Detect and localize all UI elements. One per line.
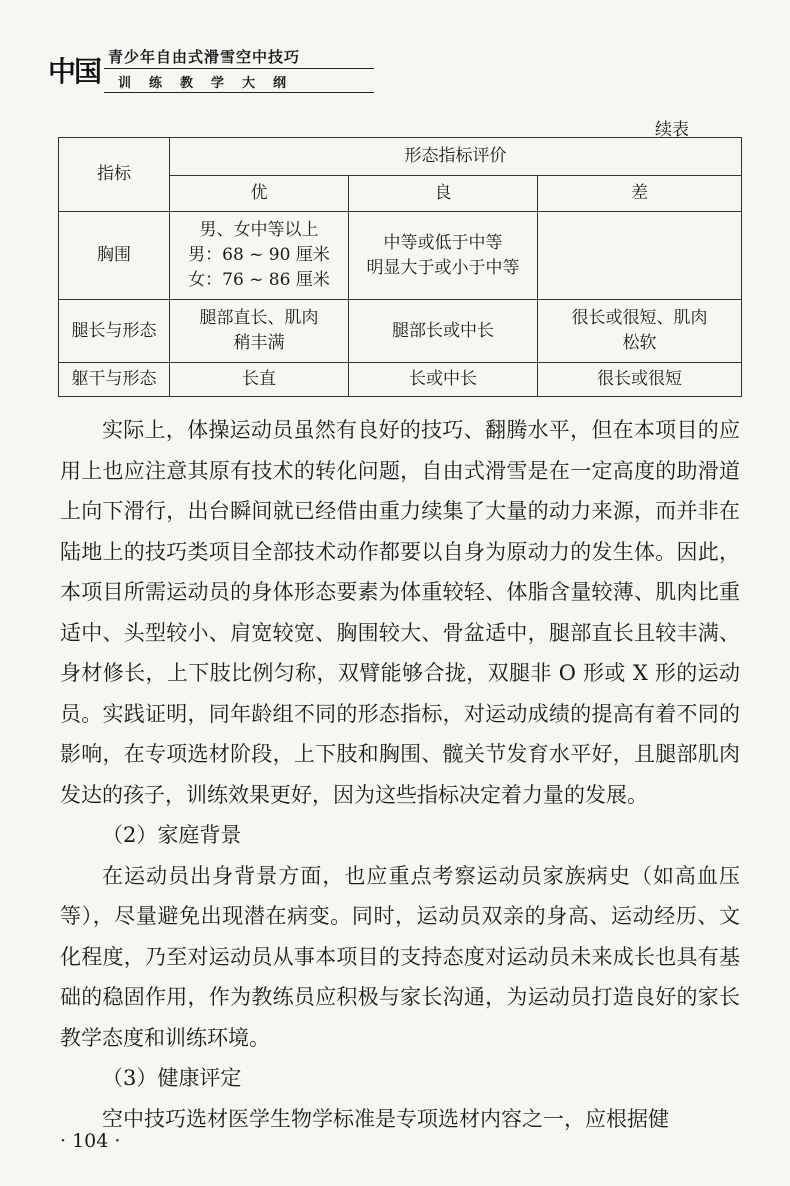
table-row bbox=[59, 363, 742, 397]
series-logo: 中国 bbox=[48, 55, 101, 88]
paragraph: 空中技巧选材医学生物学标准是专项选材内容之一，应根据健 bbox=[102, 1106, 669, 1131]
cell-good: 长直 bbox=[170, 363, 349, 397]
table-continued-label: 续表 bbox=[655, 120, 689, 140]
col-header-good: 优 bbox=[170, 176, 349, 212]
row-index: 腿长与形态 bbox=[59, 300, 170, 363]
cell-fair: 中等或低于中等 明显大于或小于中等 bbox=[349, 212, 538, 300]
cell-poor bbox=[538, 212, 742, 300]
cell-fair: 腿部长或中长 bbox=[349, 300, 538, 363]
cell-good: 腿部直长、肌肉 稍丰满 bbox=[170, 300, 349, 363]
morphology-table bbox=[58, 137, 742, 397]
paragraph: 实际上，体操运动员虽然有良好的技巧、翻腾水平，但在本项目的应用上也应注意其原有技术的转化问题，自由式滑雪是在一定高度的助滑道上向下滑行，出台瞬间就已经借由重力续集了大量的动力来源，而并非在陆地上的技巧类项目全部技术动作都要以自身为原动力的发生体。因此，本项目所需运动员的身体形态要素为体重较轻、体脂含量较薄、肌肉比重适中、头型较小、肩宽较宽、胸围较大、骨盆适中，腿部直长且较丰满、身材修长，上下肢比例匀称，双臂能够合拢，双腿非 O 形或 X 形的运动员。实践证明，同年龄组不同的形态指标，对运动成绩的提高有着不同的影响，在专项选材阶段，上下肢和胸围、髋关节发育水平好，且腿部肌肉发达的孩子，训练效果更好，因为这些指标决定着力量的发展。 bbox=[60, 418, 740, 807]
cell-poor: 很长或很短 bbox=[538, 363, 742, 397]
cell-poor: 很长或很短、肌肉 松软 bbox=[538, 300, 742, 363]
section-heading: （3）健康评定 bbox=[102, 1066, 242, 1090]
page-number: · 104 · bbox=[60, 1130, 121, 1152]
paragraph: 在运动员出身背景方面，也应重点考察运动员家族病史（如高血压等），尽量避免出现潜在病变。同时，运动员双亲的身高、运动经历、文化程度，乃至对运动员从事本项目的支持态度对运动员未来成长也具有基础的稳固作用，作为教练员应积极与家长沟通，为运动员打造良好的家长教学态度和训练环境。 bbox=[60, 863, 740, 1050]
index-header: 指标 bbox=[59, 138, 170, 212]
cell-fair: 长或中长 bbox=[349, 363, 538, 397]
table-row bbox=[59, 300, 742, 363]
header-rule-bottom bbox=[104, 92, 374, 93]
header-title: 青少年自由式滑雪空中技巧 bbox=[108, 48, 301, 66]
running-header bbox=[48, 40, 738, 100]
col-header-poor: 差 bbox=[538, 176, 742, 212]
header-subtitle: 训练教学大纲 bbox=[118, 76, 305, 91]
section-heading: （2）家庭背景 bbox=[102, 823, 242, 847]
group-header: 形态指标评价 bbox=[170, 138, 742, 176]
col-header-fair: 良 bbox=[349, 176, 538, 212]
header-rule bbox=[104, 68, 374, 69]
row-index: 胸围 bbox=[59, 212, 170, 300]
body-text bbox=[60, 410, 740, 1139]
table-row bbox=[59, 212, 742, 300]
row-index: 躯干与形态 bbox=[59, 363, 170, 397]
cell-good: 男、女中等以上 男：68 ~ 90 厘米 女：76 ~ 86 厘米 bbox=[170, 212, 349, 300]
